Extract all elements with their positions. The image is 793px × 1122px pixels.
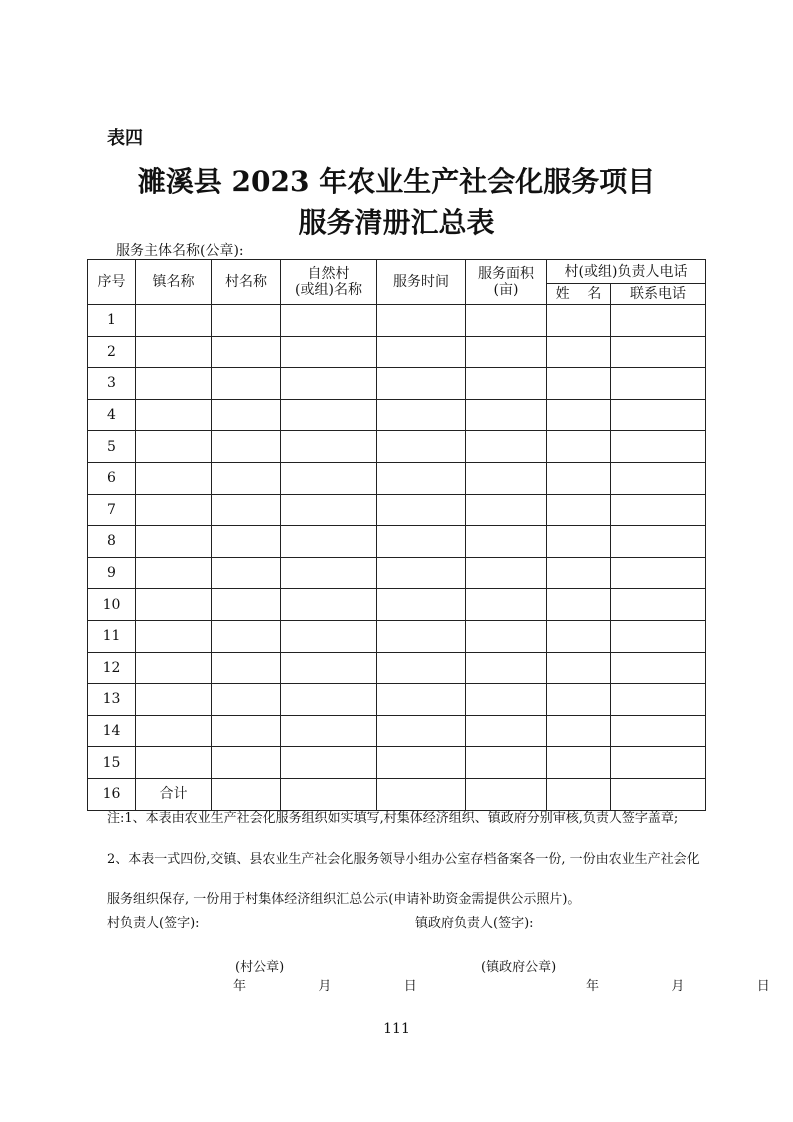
empty-cell [377, 399, 466, 431]
empty-cell [377, 557, 466, 589]
empty-cell [377, 715, 466, 747]
empty-cell [281, 778, 377, 810]
empty-cell [547, 399, 611, 431]
empty-cell [212, 557, 281, 589]
town-date: 年 月 日 [586, 979, 770, 994]
empty-cell [136, 652, 212, 684]
empty-cell [611, 747, 706, 779]
empty-cell [377, 368, 466, 400]
empty-cell [466, 747, 547, 779]
header-leader-name: 姓 名 [547, 284, 611, 305]
empty-cell [466, 494, 547, 526]
empty-cell [611, 557, 706, 589]
empty-cell [136, 715, 212, 747]
empty-cell [136, 557, 212, 589]
empty-cell [611, 778, 706, 810]
empty-cell [611, 305, 706, 337]
empty-cell [136, 462, 212, 494]
row-number: 7 [88, 494, 136, 526]
table-row [88, 652, 706, 684]
empty-cell [281, 684, 377, 716]
empty-cell [547, 652, 611, 684]
empty-cell [377, 684, 466, 716]
empty-cell [611, 684, 706, 716]
table-row [88, 399, 706, 431]
empty-cell [611, 368, 706, 400]
table-row [88, 778, 706, 810]
empty-cell [466, 462, 547, 494]
empty-cell [281, 431, 377, 463]
empty-cell [212, 368, 281, 400]
row-number: 1 [88, 305, 136, 337]
row-number: 4 [88, 399, 136, 431]
empty-cell [377, 620, 466, 652]
village-stamp-label: (村公章) [235, 960, 285, 975]
empty-cell [547, 747, 611, 779]
empty-cell [611, 399, 706, 431]
table-row [88, 431, 706, 463]
empty-cell [281, 589, 377, 621]
empty-cell [466, 620, 547, 652]
empty-cell [136, 431, 212, 463]
village-date: 年 月 日 [233, 979, 417, 994]
table-label: 表四 [107, 128, 143, 149]
empty-cell [377, 526, 466, 558]
empty-cell [611, 715, 706, 747]
empty-cell [547, 462, 611, 494]
empty-cell [466, 368, 547, 400]
empty-cell [466, 652, 547, 684]
header-natural-village [281, 260, 377, 305]
empty-cell [466, 715, 547, 747]
empty-cell [377, 305, 466, 337]
empty-cell [212, 336, 281, 368]
row-number: 11 [88, 620, 136, 652]
empty-cell [611, 462, 706, 494]
row-number: 3 [88, 368, 136, 400]
row-number: 6 [88, 462, 136, 494]
table-row [88, 684, 706, 716]
empty-cell [281, 462, 377, 494]
empty-cell [281, 620, 377, 652]
header-service-area [466, 260, 547, 305]
empty-cell [547, 305, 611, 337]
empty-cell [466, 526, 547, 558]
row-number: 14 [88, 715, 136, 747]
header-natural-village-line1: 自然村 [307, 266, 350, 282]
town-leader-signature: 镇政府负责人(签字): [415, 916, 534, 931]
empty-cell [136, 684, 212, 716]
empty-cell [547, 620, 611, 652]
empty-cell [212, 494, 281, 526]
row-number: 13 [88, 684, 136, 716]
table-row [88, 557, 706, 589]
row-number: 8 [88, 526, 136, 558]
empty-cell [212, 684, 281, 716]
empty-cell [377, 747, 466, 779]
empty-cell [547, 368, 611, 400]
empty-cell [547, 431, 611, 463]
empty-cell [281, 336, 377, 368]
header-village: 村名称 [212, 260, 281, 305]
empty-cell [377, 494, 466, 526]
empty-cell [466, 431, 547, 463]
empty-cell [212, 399, 281, 431]
empty-cell [212, 652, 281, 684]
empty-cell [212, 715, 281, 747]
empty-cell [136, 620, 212, 652]
note-2b: 服务组织保存, 一份用于村集体经济组织汇总公示(申请补助资金需提供公示照片)。 [107, 892, 581, 907]
header-natural-village-line2: (或组)名称 [295, 282, 362, 298]
empty-cell [611, 336, 706, 368]
empty-cell [611, 526, 706, 558]
empty-cell [212, 747, 281, 779]
table-row [88, 715, 706, 747]
empty-cell [547, 526, 611, 558]
page-number: 111 [383, 1021, 410, 1037]
empty-cell [611, 620, 706, 652]
empty-cell [136, 747, 212, 779]
empty-cell [281, 494, 377, 526]
empty-cell [281, 557, 377, 589]
empty-cell [466, 684, 547, 716]
empty-cell [611, 431, 706, 463]
header-service-area-line1: 服务面积 [478, 266, 534, 282]
row-number: 9 [88, 557, 136, 589]
empty-cell [547, 589, 611, 621]
empty-cell [136, 494, 212, 526]
empty-cell [281, 526, 377, 558]
header-town: 镇名称 [136, 260, 212, 305]
empty-cell [136, 526, 212, 558]
header-leader-group: 村(或组)负责人电话 [547, 260, 706, 284]
empty-cell [212, 526, 281, 558]
empty-cell [212, 431, 281, 463]
header-seq: 序号 [88, 260, 136, 305]
empty-cell [136, 589, 212, 621]
empty-cell [377, 652, 466, 684]
empty-cell [466, 399, 547, 431]
empty-cell [466, 557, 547, 589]
table-row [88, 462, 706, 494]
table-row [88, 620, 706, 652]
empty-cell [212, 778, 281, 810]
document-title-line1: 濉溪县 2023 年农业生产社会化服务项目 [137, 165, 656, 198]
row-number: 5 [88, 431, 136, 463]
note-2a: 2、本表一式四份,交镇、县农业生产社会化服务领导小组办公室存档备案各一份, 一份由农业生产社会化 [107, 852, 700, 867]
empty-cell [136, 399, 212, 431]
table-row [88, 305, 706, 337]
empty-cell [547, 684, 611, 716]
town-stamp-label: (镇政府公章) [481, 960, 557, 975]
empty-cell [547, 778, 611, 810]
row-number: 12 [88, 652, 136, 684]
empty-cell [611, 494, 706, 526]
table-row [88, 494, 706, 526]
empty-cell [212, 620, 281, 652]
empty-cell [466, 778, 547, 810]
header-service-time: 服务时间 [377, 260, 466, 305]
table-row [88, 336, 706, 368]
empty-cell [281, 399, 377, 431]
empty-cell [136, 336, 212, 368]
header-row [88, 260, 706, 284]
empty-cell [212, 462, 281, 494]
empty-cell [466, 589, 547, 621]
note-1: 注:1、本表由农业生产社会化服务组织如实填写,村集体经济组织、镇政府分别审核,负责人签字盖章; [107, 811, 679, 826]
empty-cell [136, 305, 212, 337]
empty-cell [281, 305, 377, 337]
empty-cell [466, 336, 547, 368]
empty-cell [281, 747, 377, 779]
empty-cell [212, 589, 281, 621]
empty-cell [547, 336, 611, 368]
empty-cell [547, 557, 611, 589]
empty-cell [281, 652, 377, 684]
empty-cell [377, 778, 466, 810]
empty-cell [547, 494, 611, 526]
empty-cell [281, 715, 377, 747]
empty-cell [611, 589, 706, 621]
total-label: 合计 [136, 778, 212, 810]
summary-table [87, 259, 706, 811]
header-service-area-line2: (亩) [493, 282, 519, 298]
table-row [88, 747, 706, 779]
table-row [88, 589, 706, 621]
empty-cell [377, 336, 466, 368]
row-number: 16 [88, 778, 136, 810]
empty-cell [377, 589, 466, 621]
empty-cell [466, 305, 547, 337]
table-row [88, 526, 706, 558]
service-entity-label: 服务主体名称(公章): [116, 243, 244, 259]
empty-cell [611, 652, 706, 684]
table-row [88, 368, 706, 400]
empty-cell [281, 368, 377, 400]
empty-cell [377, 462, 466, 494]
row-number: 2 [88, 336, 136, 368]
empty-cell [136, 368, 212, 400]
village-leader-signature: 村负责人(签字): [107, 916, 200, 931]
empty-cell [212, 305, 281, 337]
row-number: 15 [88, 747, 136, 779]
empty-cell [377, 431, 466, 463]
row-number: 10 [88, 589, 136, 621]
document-title-line2: 服务清册汇总表 [298, 206, 495, 239]
header-leader-phone: 联系电话 [611, 284, 706, 305]
empty-cell [547, 715, 611, 747]
